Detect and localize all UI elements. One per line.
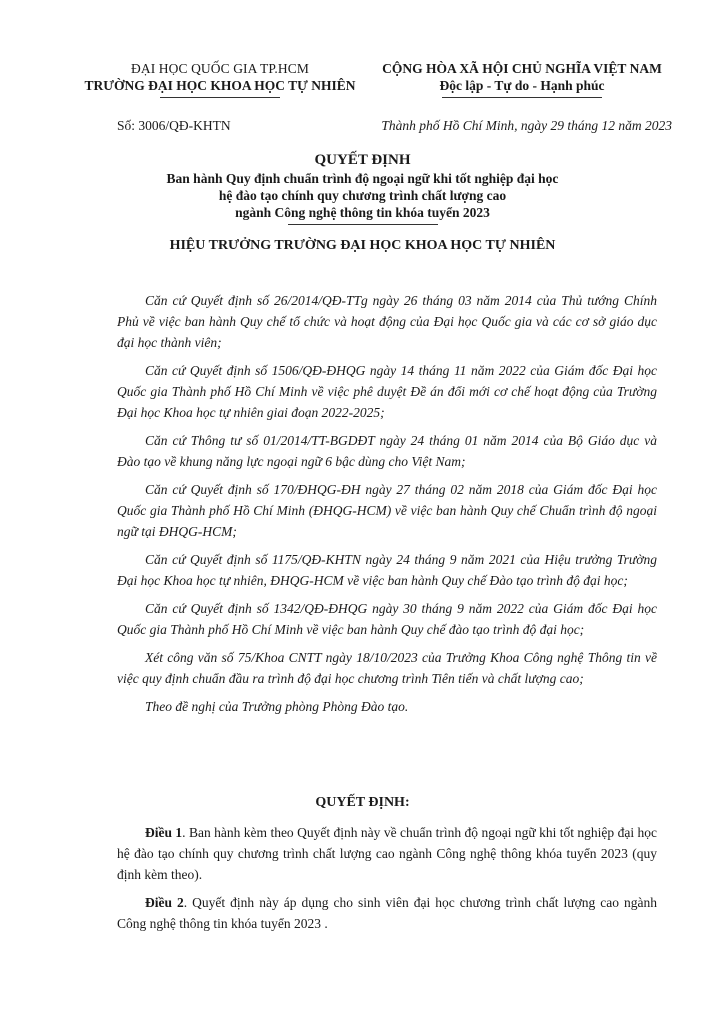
document-title-block [60, 150, 665, 225]
legal-basis-paragraph: Căn cứ Quyết định số 1342/QĐ-ĐHQG ngày 30 tháng 9 năm 2022 của Giám đốc Đại học Quốc gia Thành phố Hồ Chí Minh về việc ban hành Quy chế đào tạo trình độ đại học; [117, 601, 657, 637]
article-2 [117, 892, 657, 934]
document-type-title: QUYẾT ĐỊNH [314, 152, 411, 168]
legal-basis-paragraph: Căn cứ Thông tư số 01/2014/TT-BGDĐT ngày 24 tháng 01 năm 2014 của Bộ Giáo dục và Đào tạo về khung năng lực ngoại ngữ 6 bậc dùng cho Việt Nam; [117, 433, 657, 469]
article-2-label: Điều 2 [145, 895, 184, 910]
article-1 [117, 822, 657, 885]
title-underline [288, 224, 438, 225]
legal-basis-paragraph: Theo đề nghị của Trưởng phòng Phòng Đào tạo. [145, 699, 409, 714]
agency-underline [160, 97, 280, 98]
national-motto-header [372, 60, 672, 98]
articles [117, 822, 657, 941]
article-2-text: . Quyết định này áp dụng cho sinh viên đại học chương trình chất lượng cao ngành Công nghệ thông tin khóa tuyển 2023 . [117, 895, 658, 931]
issuing-authority: HIỆU TRƯỞNG TRƯỜNG ĐẠI HỌC KHOA HỌC TỰ NHIÊN [169, 238, 556, 253]
issuing-agency-name: TRƯỜNG ĐẠI HỌC KHOA HỌC TỰ NHIÊN [84, 78, 356, 93]
national-motto: Độc lập - Tự do - Hạnh phúc [439, 78, 605, 93]
legal-basis-paragraph: Căn cứ Quyết định số 26/2014/QĐ-TTg ngày 26 tháng 03 năm 2014 của Thủ tướng Chính Phủ về việc ban hành Quy chế tổ chức và hoạt động của Đại học Quốc gia và các cơ sở giáo dục đại học thành viên; [117, 293, 657, 350]
issuing-agency-header [70, 60, 370, 98]
article-1-text: . Ban hành kèm theo Quyết định này về chuẩn trình độ ngoại ngữ khi tốt nghiệp đại học hệ đào tạo chính quy chương trình chất lượng cao ngành Công nghệ thông khóa tuyển 2023 (quy định kèm theo). [117, 825, 657, 882]
title-line-3: ngành Công nghệ thông tin khóa tuyển 2023 [235, 205, 490, 220]
title-line-1: Ban hành Quy định chuẩn trình độ ngoại ngữ khi tốt nghiệp đại học [166, 171, 559, 186]
document-number: Số: 3006/QĐ-KHTN [117, 118, 231, 133]
legal-bases [117, 290, 657, 724]
legal-basis-paragraph: Căn cứ Quyết định số 1175/QĐ-KHTN ngày 24 tháng 9 năm 2021 của Hiệu trưởng Trường Đại học Khoa học tự nhiên, ĐHQG-HCM về việc ban hành Quy chế Đào tạo trình độ đại học; [117, 552, 657, 588]
country-name: CỘNG HÒA XÃ HỘI CHỦ NGHĨA VIỆT NAM [382, 61, 662, 76]
parent-agency-name: ĐẠI HỌC QUỐC GIA TP.HCM [131, 61, 309, 76]
title-line-2: hệ đào tạo chính quy chương trình chất lượng cao [218, 188, 507, 203]
legal-basis-paragraph: Căn cứ Quyết định số 170/ĐHQG-ĐH ngày 27 tháng 02 năm 2018 của Giám đốc Đại học Quốc gia Thành phố Hồ Chí Minh (ĐHQG-HCM) về việc ban hành Quy chế Chuẩn trình độ ngoại ngữ tại ĐHQG-HCM; [117, 482, 657, 539]
decision-heading: QUYẾT ĐỊNH: [315, 795, 410, 810]
legal-basis-paragraph: Căn cứ Quyết định số 1506/QĐ-ĐHQG ngày 14 tháng 11 năm 2022 của Giám đốc Đại học Quốc gia Thành phố Hồ Chí Minh về việc phê duyệt Đề án đổi mới cơ chế hoạt động của Trường Đại học Khoa học tự nhiên giai đoạn 2022-2025; [117, 363, 657, 420]
place-and-date: Thành phố Hồ Chí Minh, ngày 29 tháng 12 năm 2023 [381, 118, 672, 133]
article-1-label: Điều 1 [145, 825, 183, 840]
motto-underline [442, 97, 602, 98]
legal-basis-paragraph: Xét công văn số 75/Khoa CNTT ngày 18/10/2023 của Trưởng Khoa Công nghệ Thông tin về việc quy định chuẩn đầu ra trình độ đại học chương trình Tiên tiến và chất lượng cao; [117, 650, 657, 686]
